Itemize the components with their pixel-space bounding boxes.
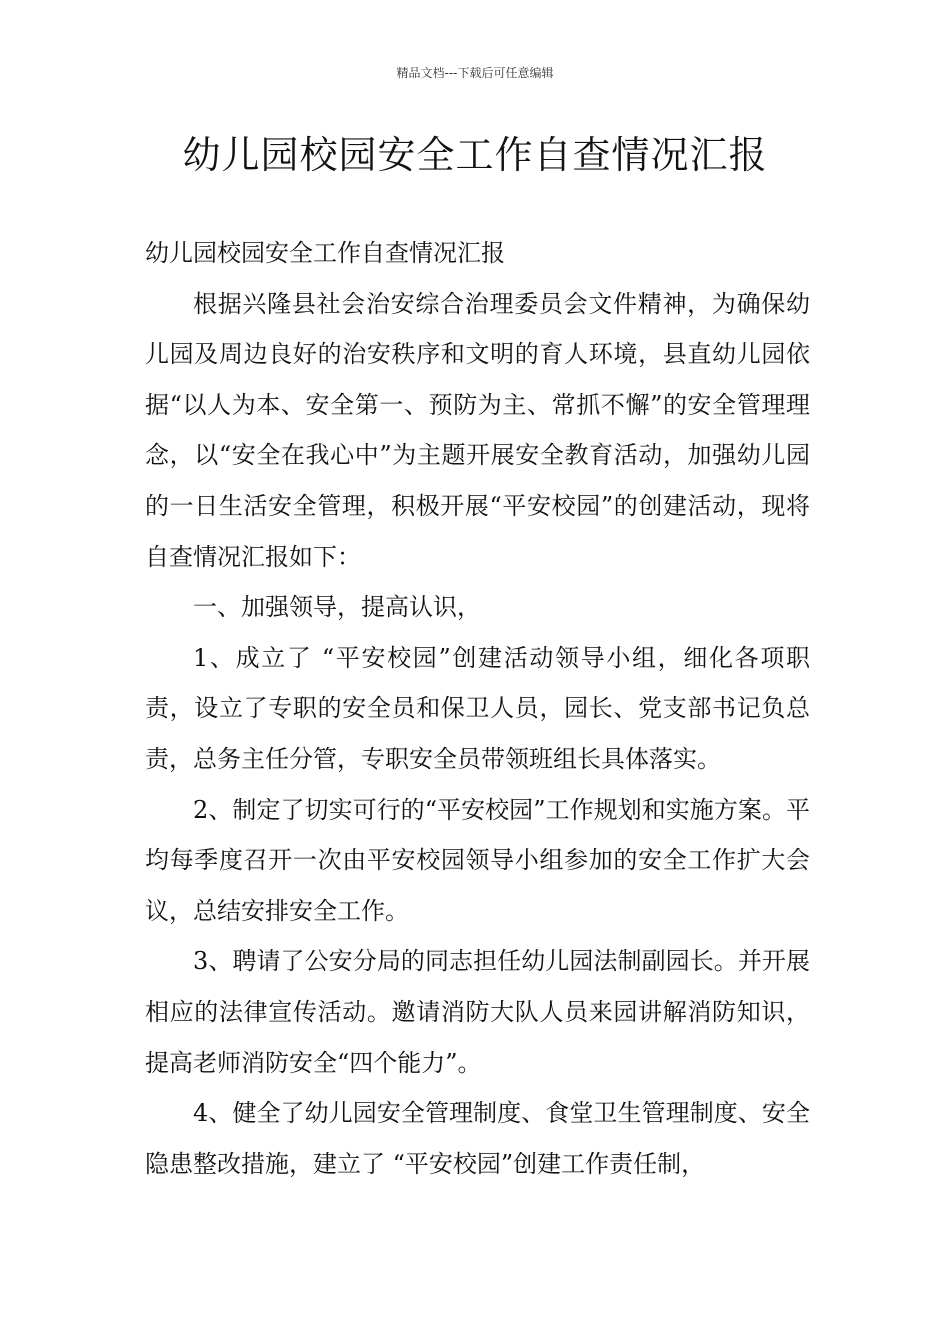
paragraph-intro: 根据兴隆县社会治安综合治理委员会文件精神，为确保幼儿园及周边良好的治安秩序和文明的育人环境，县直幼儿园依据“以人为本、安全第一、预防为主、常抓不懈”的安全管理理念，以“安全在我心中”为主题开展安全教育活动，加强幼儿园的一日生活安全管理，积极开展“平安校园”的创建活动，现将自查情况汇报如下： <box>145 289 810 571</box>
document-title: 幼儿园校园安全工作自查情况汇报 <box>182 133 768 177</box>
paragraph-item-2: 2、制定了切实可行的“平安校园”工作规划和实施方案。平均每季度召开一次由平安校园领导小组参加的安全工作扩大会议，总结安排安全工作。 <box>145 795 810 925</box>
paragraph-item-1: 1、成立了 “平安校园”创建活动领导小组，细化各项职责，设立了专职的安全员和保卫人员，园长、党支部书记负总责，总务主任分管，专职安全员带领班组长具体落实。 <box>145 643 810 773</box>
document-body <box>145 228 810 1189</box>
document-subtitle: 幼儿园校园安全工作自查情况汇报 <box>145 239 505 267</box>
section-heading: 一、加强领导，提高认识， <box>193 593 481 622</box>
paragraph-item-4: 4、健全了幼儿园安全管理制度、食堂卫生管理制度、安全隐患整改措施，建立了 “平安校园”创建工作责任制， <box>145 1099 810 1178</box>
header-note: 精品文档---下载后可任意编辑 <box>396 66 554 80</box>
paragraph-item-3: 3、聘请了公安分局的同志担任幼儿园法制副园长。并开展相应的法律宣传活动。邀请消防大队人员来园讲解消防知识，提高老师消防安全“四个能力”。 <box>145 947 810 1077</box>
